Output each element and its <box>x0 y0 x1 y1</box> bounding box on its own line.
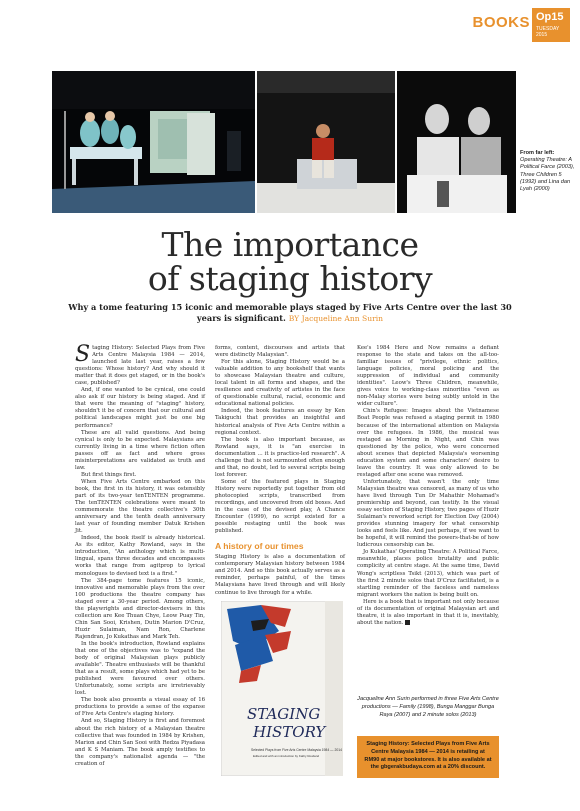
paragraph: But first things first. <box>81 471 137 478</box>
subheading: A history of our times <box>215 541 304 552</box>
paragraph: And so, Staging History is first and foremost about the rich history of a Malaysian theatre collective that was founded in 1984 by Krishen, Marion and Chin San Sooi with Redza Piyadasa and K S Maniam. The book amply testifies to the company's nationalist agenda — "the creation of <box>75 718 205 767</box>
issue-date: TUESDAY 2015 <box>536 26 560 38</box>
paragraph: These are all valid questions. And being cynical is only to be expected. Malaysians are currently living in a time where fiction often passes off as fact and where gross misinterpretations are validated as truth and law. <box>75 429 205 471</box>
drop-cap: S <box>75 342 91 367</box>
paragraph: Indeed, the book itself is already historical. As its editor, Kathy Rowland, says in the introduction, "An anthology which is multi-lingual, spans three decades and encompasses works that range from agitprop to lyrical monologues to devised text is a first." <box>75 535 205 577</box>
standfirst-text: Why a tome featuring 15 iconic and memorable plays staged by Five Arts Centre over the last 30 years is significant. <box>68 302 512 323</box>
paragraph: Unfortunately, that wasn't the only time Malaysian theatre was censored, as many of us who have lived through Tun Dr Mahathir Mohamad's premiership and beyond, can testify. In the visual essay section of Staging History, two pages of Huzir Sulaiman's reworked script for Election Day (2004) provides stunning imagery for what censorship looks and feels like. And just perhaps, if we want to be hopeful, it will remind the powers-that-be of how ludicrous censorship can be. <box>357 478 499 549</box>
paragraph: Here is a book that is important not only because of its documentation of original Malaysian art and theatre, it is also important in that it is, inevitably, about the nation. <box>357 598 499 626</box>
book-info-box: Staging History: Selected Plays from Five Arts Centre Malaysia 1984 — 2014 is retailing at RM90 at major bookstores. It is also available at the gbgerakbudaya.com at a 20% discount. <box>357 736 499 778</box>
headline-line-2: of staging history <box>147 259 433 298</box>
headline-line-1: The importance <box>161 225 419 264</box>
paragraph: forms, content, discourses and artists that were distinctly Malaysian". <box>215 345 345 359</box>
photo-operating-theatre <box>52 71 255 213</box>
paragraph: Staging History is also a documentation of contemporary Malaysian history between 1984 and 2014. And so this book actually serves as a reminder, perhaps painful, of the times Malaysians have lived through and will likely continue to live through for a while. <box>215 554 345 596</box>
article-column-2 <box>215 345 345 597</box>
book-cover-title-1: STAGING <box>247 705 321 723</box>
page-number: Op15 <box>536 11 564 23</box>
end-mark <box>405 620 410 625</box>
page-number-box <box>532 8 570 42</box>
photo-caption: From far left: Operating Theatre: A Political Farce (2003), Three Children 5 (1992) and Lina dan Lyah (2000) <box>520 150 575 193</box>
paragraph: The 384-page tome features 15 iconic, innovative and memorable plays from the over 100 productions the theatre company has staged over a 30-year period. Among others, the playwrights and director-devisers in this collection are Kee Thuan Chye, Leow Puay Tin, Chin San Sooi, Krishen, Dutin Marion D'Cruz, Huzir Sulaiman, Nam Ron, Charlene Rajendran, Jo Kukathas and Mark Teh. <box>75 577 205 640</box>
paragraph: Chin's Refugee: Images about the Vietnamese Boat People was refused a staging permit in 1980 because of the international attention on Malaysia over the refugees. In 1986, the musical was restaged as Morning in Night, and Chin was questioned by the police, who were concerned about scenes that depicted Malaysia's worsening education system and some characters' desire to leave the country. It was only allowed to be restaged after one scene was removed. <box>357 408 499 478</box>
paragraph: In the book's introduction, Rowland explains that one of the objectives was to "expand the body of original Malaysian plays publicly available". Theatre enthusiasts will be thankful that as a result, some plays which had yet to be published were favoured over others. Unfortunately, some scripts are irretrievably lost. <box>75 640 205 697</box>
article-column-1 <box>75 342 205 768</box>
byline: BY Jacqueline Ann Surin <box>288 314 384 323</box>
paragraph: Some of the featured plays in Staging History were reportedly put together from old photocopied scripts, transcribed from recordings, and uncovered from old boxes. And in the case of the devised play, A Chance Encounter (1999), no script existed for a possible restaging until the book was published. <box>215 478 345 535</box>
standfirst <box>60 302 520 324</box>
paragraph: Kee's 1984 Here and Now remains a defiant response to the state and takes on the all-too-familiar issues of "privilege, ethnic politics, language policies, moral policing and the suppression of individual and community identities". Leow's Three Children, meanwhile, gives voice to working-class minorities "even as non-Malay stories were being subtly untold in the wider culture". <box>357 345 499 408</box>
author-note: Jacqueline Ann Surin performed in three Five Arts Centre productions — Family (1998), Bunga Manggar Bunga Raya (2007) and 2 minute solos (2013) <box>357 696 499 718</box>
book-cover <box>221 601 343 776</box>
article-column-3 <box>357 345 499 627</box>
paragraph: And, if one wanted to be cynical, one could also ask if our history is being staged. And if that were the meaning of "staging" history, shouldn't it be of concern that our cultural and political landscapes might just be one big performance? <box>75 387 205 429</box>
paragraph: For this alone, Staging History would be a valuable addition to any bookshelf that wants to showcase Malaysian theatre and culture, local talent in all forms and shapes, and the resilience and creativity of artistes in the face of questionable cultural, racial, economic and educational national policies. <box>215 359 345 408</box>
paragraph: The book also presents a visual essay of 16 productions to provide a sense of the expanse of Five Arts Centre's staging history. <box>75 697 205 718</box>
photo-three-children <box>257 71 395 213</box>
book-cover-subtitle: Selected Plays from Five Arts Centre Malaysia 1984 — 2014 <box>251 748 343 752</box>
section-label: BOOKS <box>472 14 530 31</box>
paragraph: When Five Arts Centre embarked on this book, the first in its history, it was ostensibly part of its two-year tenTENTEN programme. The tenTENTEN celebrations were meant to commemorate the theatre collective's 30th anniversary and the tenth death anniversary last year of founding member Datuk Krishen Jit. <box>75 478 205 535</box>
book-cover-title-2: HISTORY <box>253 723 326 741</box>
paragraph: Jo Kukathas' Operating Theatre: A Political Farce, meanwhile, places police brutality and public complicity at centre stage. At the same time, David Wong's scriptless Tsikt (2013), which was part of the first 2 minute solos that D'Cruz facilitated, is a startling reminder of the faceless and nameless migrant workers the nation is being built on. <box>357 549 499 598</box>
paragraph: The book is also important because, as Rowland says, it is "an exercise in documentation ... it is practice-led research". A challenge that is not surmounted often enough and that, no doubt, led to several scripts being lost forever. <box>215 436 345 478</box>
book-cover-editor: Edited and with an introduction by Kathy Rowland <box>253 754 320 758</box>
paragraph: Indeed, the book features an essay by Ken Takiguchi that provides an insightful and historical analysis of Five Arts Centre within a regional context. <box>215 408 345 436</box>
lead-paragraph: Staging History: Selected Plays from Five Arts Centre Malaysia 1984 — 2014, launched late last year, raises a few questions: Whose history? And why should it matter that it does get staged, or in the book's case, published? <box>75 342 205 387</box>
photo-lina-dan-lyah <box>397 71 516 213</box>
